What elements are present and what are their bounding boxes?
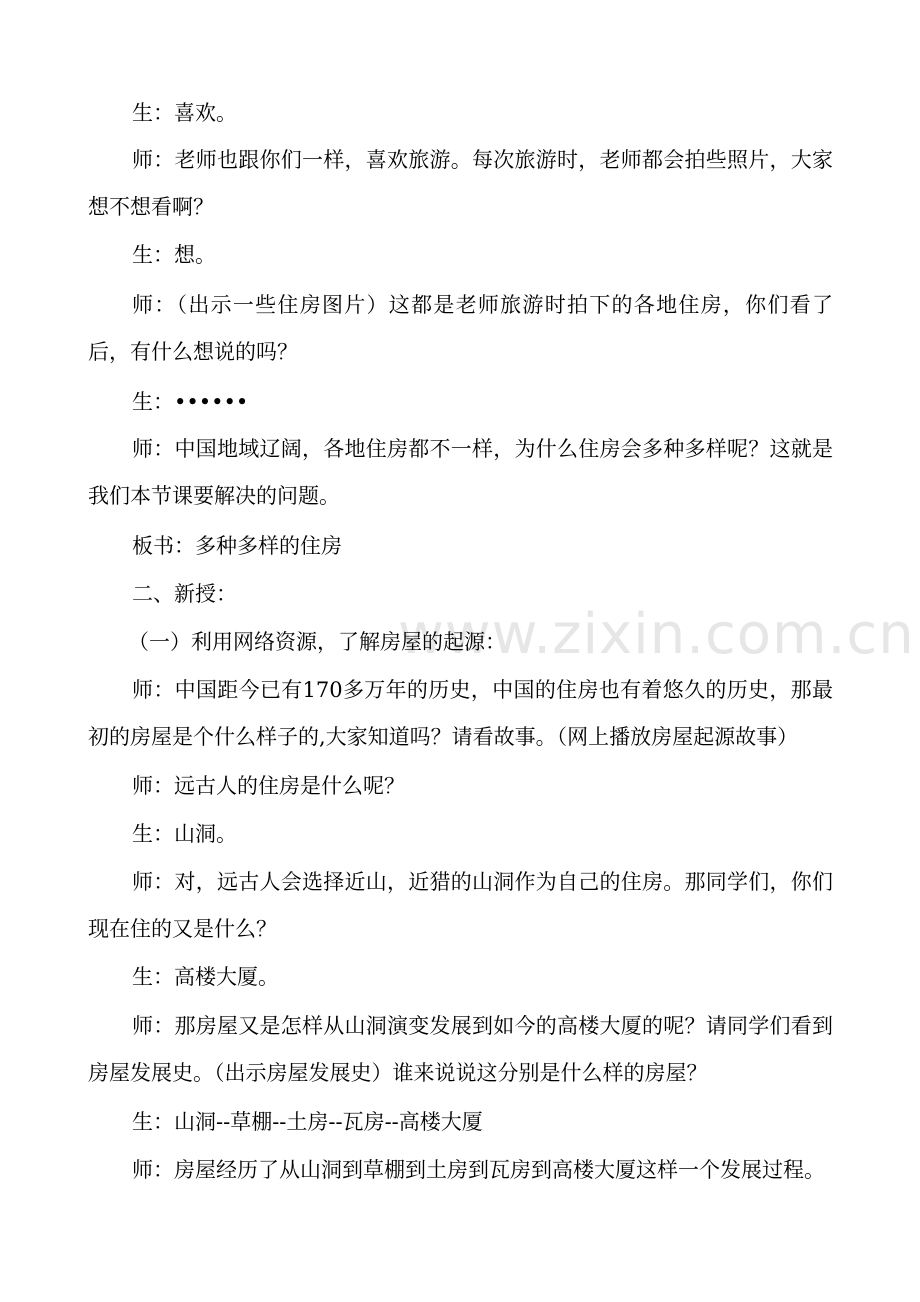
paragraph-teacher-ancient: 师：远古人的住房是什么呢？ [132, 774, 405, 798]
paragraph-teacher-travel: 师：老师也跟你们一样，喜欢旅游。每次旅游时，老师都会拍些照片，大家想不想看啊？ [88, 148, 833, 219]
paragraph-student-dots: 生：•••••• [132, 390, 249, 414]
paragraph-teacher-history: 师：中国距今已有170多万年的历史，中国的住房也有着悠久的历史，那最初的房屋是个什么样子的,大家知道吗？请看故事。（网上播放房屋起源故事） [88, 678, 833, 749]
paragraph-teacher-photos: 师：（出示一些住房图片）这都是老师旅游时拍下的各地住房，你们看了后，有什么想说的吗？ [88, 293, 833, 364]
subsection-heading-origin: （一）利用网络资源，了解房屋的起源： [128, 630, 506, 654]
paragraph-teacher-now: 师：对，远古人会选择近山，近猎的山洞作为自己的住房。那同学们，你们现在住的又是什么？ [88, 870, 833, 941]
section-heading-new-lesson: 二、新授： [132, 582, 237, 606]
paragraph-teacher-question: 师：中国地域辽阔，各地住房都不一样，为什么住房会多种多样呢？这就是我们本节课要解决的问题。 [88, 437, 833, 508]
paragraph-student-building: 生：高楼大厦。 [132, 965, 279, 989]
paragraph-teacher-development: 师：那房屋又是怎样从山洞演变发展到如今的高楼大厦的呢？请同学们看到房屋发展史。（出示房屋发展史）谁来说说这分别是什么样的房屋？ [88, 1014, 833, 1085]
watermark: www.zixin.com.cn [398, 602, 915, 667]
paragraph-student-sequence: 生：山洞--草棚--土房--瓦房--高楼大厦 [132, 1110, 483, 1134]
paragraph-student-want: 生：想。 [132, 243, 216, 267]
paragraph-board-title: 板书：多种多样的住房 [132, 534, 342, 558]
paragraph-student-like: 生：喜欢。 [132, 101, 237, 125]
paragraph-teacher-summary: 师：房屋经历了从山洞到草棚到土房到瓦房到高楼大厦这样一个发展过程。 [132, 1158, 825, 1182]
paragraph-student-cave: 生：山洞。 [132, 822, 237, 846]
